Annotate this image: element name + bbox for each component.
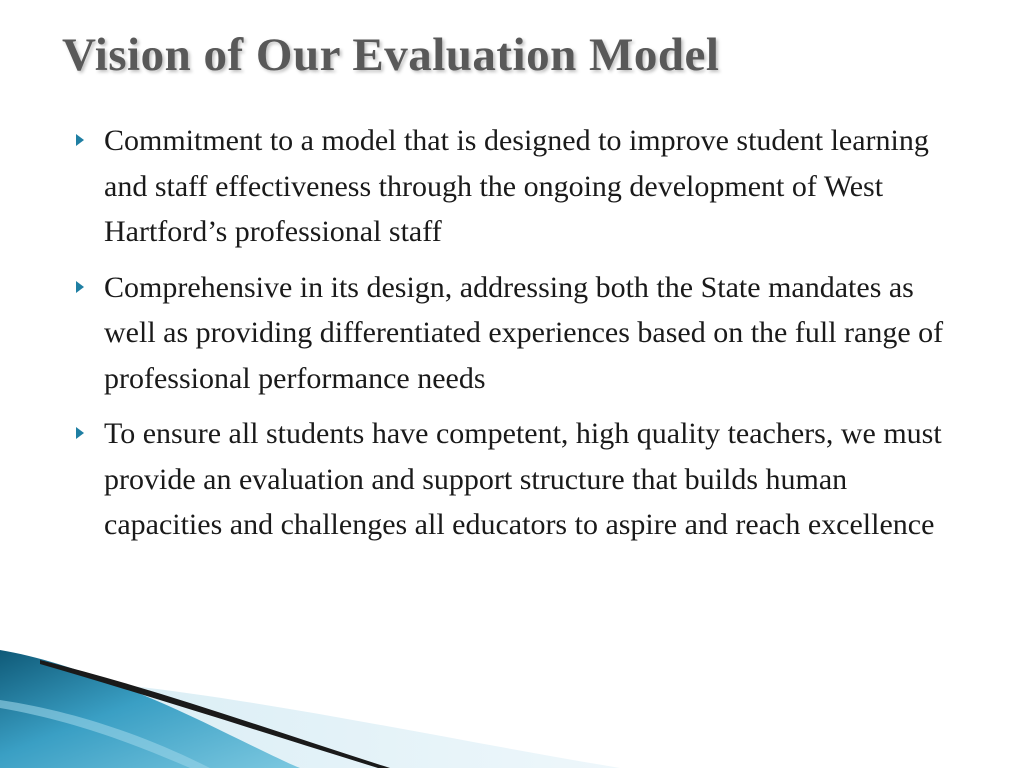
bullet-list xyxy=(74,118,954,558)
wave-highlight xyxy=(0,700,210,768)
slide-title: Vision of Our Evaluation Model xyxy=(62,29,720,81)
bullet-item xyxy=(74,411,954,548)
bullet-item xyxy=(74,265,954,402)
bullet-text: Commitment to a model that is designed to improve student learning and staff effectiveness through the ongoing development of West Hartford’s professional staff xyxy=(104,124,929,248)
wave-pale-band xyxy=(0,676,620,768)
bullet-text: Comprehensive in its design, addressing both the State mandates as well as providing differentiated experiences based on the full range of professional performance needs xyxy=(104,270,944,395)
bullet-text: To ensure all students have competent, high quality teachers, we must provide an evaluation and support structure that builds human capacities and challenges all educators to aspire and reach excellence xyxy=(104,417,942,541)
wave-blue-band xyxy=(0,650,300,768)
triangle-bullet-icon xyxy=(76,134,84,146)
bullet-item xyxy=(74,118,954,255)
wave-dark-line xyxy=(40,660,390,768)
triangle-bullet-icon xyxy=(76,427,84,439)
triangle-bullet-icon xyxy=(76,281,84,293)
